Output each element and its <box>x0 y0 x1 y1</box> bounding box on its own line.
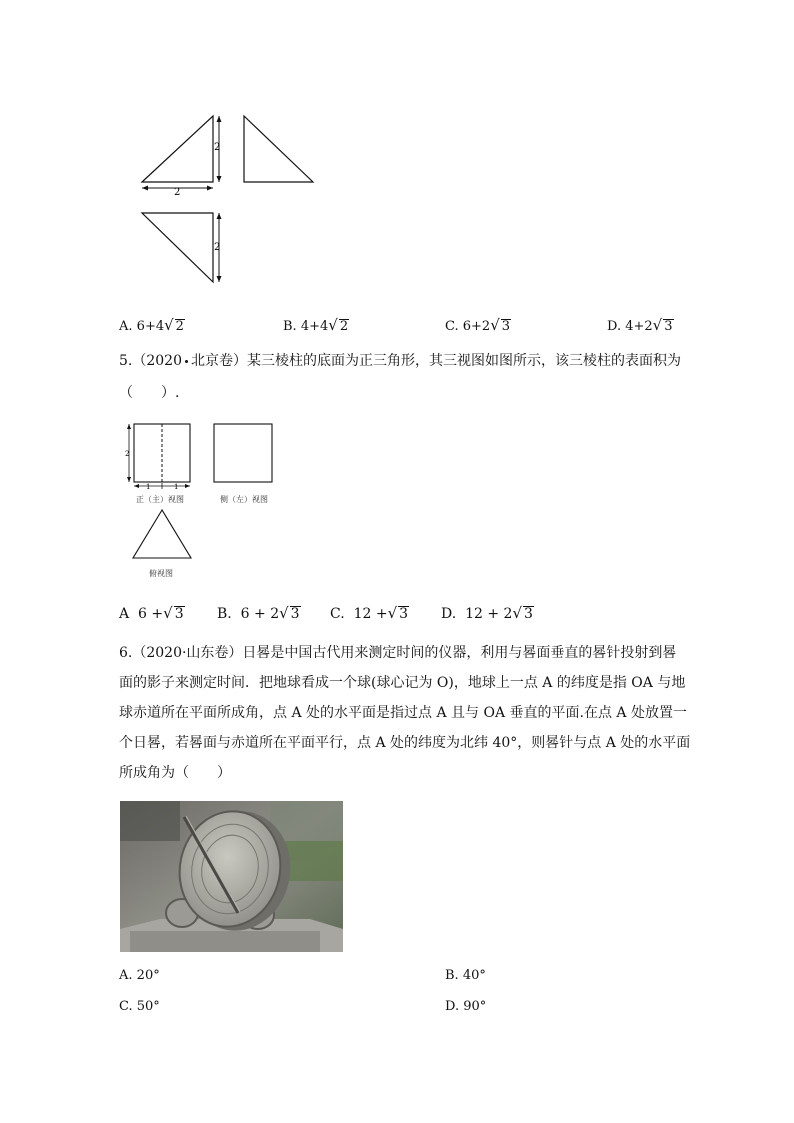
q5-option-d[interactable]: D. 12 + 2√ 3 <box>441 604 533 622</box>
q4-front-view-triangle <box>142 116 213 182</box>
q5-side-view-rect <box>214 424 272 482</box>
q6-stem-line: 个日晷，若晷面与赤道所在平面平行，点 A 处的纬度为北纬 40°，则晷针与点 A 处的水平面 <box>119 735 691 751</box>
q6-stem-line: 所成角为（ ） <box>119 765 231 781</box>
q4-three-view-figure <box>130 108 330 293</box>
q4-side-view-triangle <box>244 116 313 182</box>
q5-stem-line-2: （ ）. <box>119 385 180 401</box>
q5-side-caption: 侧（左）视图 <box>220 495 268 504</box>
q5-half-right-label: 1 <box>174 483 179 491</box>
q5-half-left-label: 1 <box>146 483 151 491</box>
q6-option-d[interactable]: D. 90° <box>445 999 487 1014</box>
q5-three-view-figure <box>120 418 280 583</box>
q6-stem-line: 面的影子来测定时间．把地球看成一个球(球心记为 O)，地球上一点 A 的纬度是指 OA 与地 <box>119 675 686 691</box>
q6-stem <box>119 638 689 788</box>
q4-option-c[interactable]: C. 6+2√ 3 <box>445 316 511 334</box>
q4-front-height-label: 2 <box>214 142 221 153</box>
q5-front-caption: 正（主）视图 <box>136 495 184 504</box>
q6-option-a[interactable]: A. 20° <box>119 968 160 983</box>
q4-option-a[interactable]: A. 6+4√ 2 <box>119 316 184 334</box>
q6-stem-line: 球赤道所在平面所成角，点 A 处的水平面是指过点 A 且与 OA 垂直的平面.在点 A 处放置一 <box>119 705 687 721</box>
q4-front-width-label: 2 <box>174 187 181 198</box>
sundial-photo <box>120 801 343 952</box>
q5-option-a[interactable]: A 6 +√ 3 <box>119 604 184 622</box>
q4-option-d[interactable]: D. 4+2√ 3 <box>607 316 673 334</box>
q4-top-view-triangle <box>142 213 213 282</box>
q5-option-b[interactable]: B. 6 + 2√ 3 <box>217 604 300 622</box>
q6-option-c[interactable]: C. 50° <box>119 999 160 1014</box>
q5-top-view-triangle <box>133 510 191 558</box>
q4-option-b[interactable]: B. 4+4√ 2 <box>283 316 349 334</box>
q5-option-c[interactable]: C. 12 +√ 3 <box>330 604 409 622</box>
q5-top-caption: 俯视图 <box>149 569 173 578</box>
q5-stem-line-1: 5.（2020 北京卷）某三棱柱的底面为正三角形，其三视图如图所示，该三棱柱的表面积为 <box>119 353 681 369</box>
q5-front-view-rect <box>134 424 190 482</box>
q4-top-height-label: 2 <box>214 242 221 253</box>
middle-dot <box>185 360 188 363</box>
q5-height-label: 2 <box>125 450 130 458</box>
q6-option-b[interactable]: B. 40° <box>445 968 486 983</box>
q6-stem-line: 6.（2020·山东卷）日晷是中国古代用来测定时间的仪器，利用与晷面垂直的晷针投射到晷 <box>119 645 677 661</box>
